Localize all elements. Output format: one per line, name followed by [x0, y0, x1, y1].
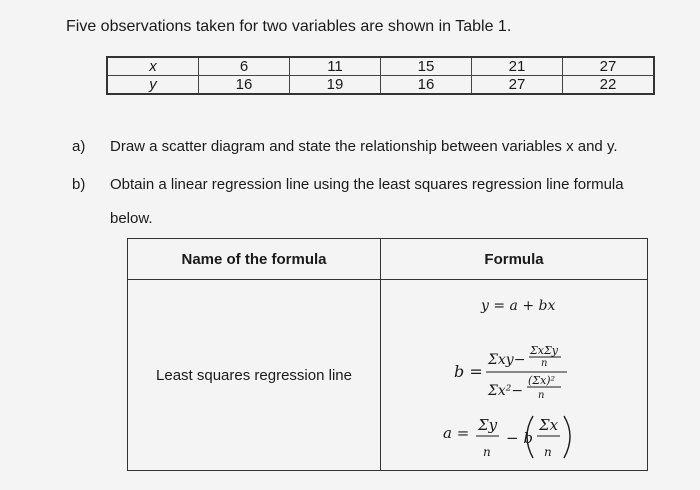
- table-cell: 15: [381, 57, 472, 76]
- equation-y: y = a + bx: [481, 298, 556, 314]
- header-name: Name of the formula: [128, 239, 381, 280]
- formula-name: Least squares regression line: [156, 366, 352, 384]
- table-row-x: [107, 57, 654, 76]
- header-formula: Formula: [381, 239, 648, 280]
- b-numerator: Σxy−: [488, 352, 526, 368]
- a-paren-n: n: [544, 445, 552, 459]
- table-row-y: [107, 76, 654, 95]
- question-text: Obtain a linear regression line using the least squares regression line formula: [110, 176, 624, 193]
- row-label-x: x: [107, 57, 199, 76]
- a-paren-top: Σx: [539, 416, 559, 434]
- question-b-continuation: below.: [110, 210, 153, 227]
- formula-cell: [381, 280, 648, 471]
- a-label: a =: [443, 424, 470, 442]
- b-num-fraction-n: n: [541, 358, 548, 369]
- table-cell: 11: [290, 57, 381, 76]
- a-minus-b: − b: [506, 429, 533, 447]
- question-text: Draw a scatter diagram and state the relationship between variables x and y.: [110, 138, 618, 155]
- table-cell: 27: [563, 57, 655, 76]
- a-frac-top: Σy: [478, 416, 498, 434]
- b-num-fraction-top: ΣxΣy: [530, 344, 558, 357]
- b-denominator: Σx²−: [488, 383, 524, 399]
- question-letter: b): [72, 176, 86, 193]
- a-frac-n: n: [483, 445, 491, 459]
- formula-graphic: [381, 280, 645, 470]
- row-label-y: y: [107, 76, 199, 95]
- b-den-fraction-top: (Σx)²: [528, 374, 555, 387]
- table-cell: 6: [199, 57, 290, 76]
- right-paren: [564, 416, 570, 458]
- table-cell: 22: [563, 76, 655, 95]
- intro-text: Five observations taken for two variables are shown in Table 1.: [66, 18, 512, 35]
- table-cell: 16: [381, 76, 472, 95]
- table-cell: 27: [472, 76, 563, 95]
- question-letter: a): [72, 138, 86, 155]
- formula-name-cell: [128, 280, 381, 471]
- table-1: [106, 56, 655, 95]
- b-label: b =: [454, 362, 483, 381]
- formula-table: [127, 238, 648, 471]
- table-cell: 21: [472, 57, 563, 76]
- table-cell: 16: [199, 76, 290, 95]
- b-den-fraction-n: n: [538, 390, 545, 401]
- table-cell: 19: [290, 76, 381, 95]
